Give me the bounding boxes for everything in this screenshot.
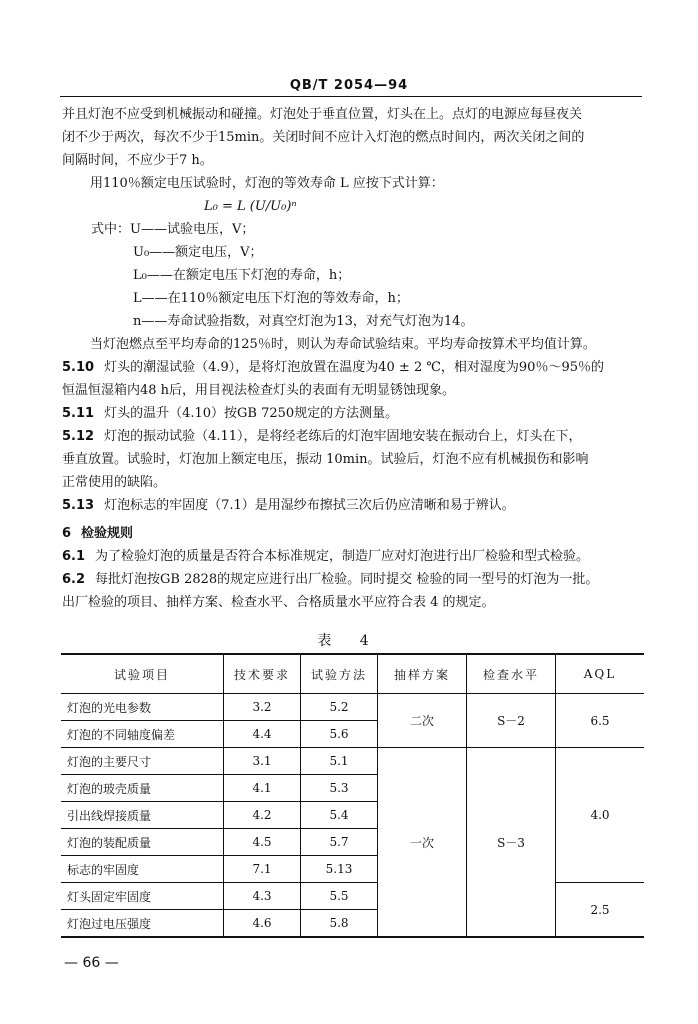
column-header: 试验项目 [61, 654, 224, 694]
cell-item: 引出线焊接质量 [61, 802, 224, 829]
column-header: 技术要求 [224, 654, 301, 694]
formula-legend: L₀——在额定电压下灯泡的寿命，h； [133, 268, 351, 283]
cell-method: 5.7 [301, 829, 378, 856]
clause-text: 每批灯泡按GB 2828的规定应进行出厂检验。同时提交 检验的同一型号的灯泡为一批。 [95, 572, 599, 587]
cell-item: 标志的牢固度 [61, 856, 224, 883]
paragraph-line: 正常使用的缺陷。 [62, 475, 167, 490]
column-header: 抽样方案 [378, 654, 467, 694]
cell-requirement: 3.1 [224, 748, 301, 775]
cell-item: 灯头固定牢固度 [61, 883, 224, 910]
formula: L₀ = L (U/U₀)ⁿ [204, 199, 297, 214]
cell-requirement: 4.3 [224, 883, 301, 910]
page-number: — 66 — [64, 955, 119, 971]
cell-aql: 4.0 [556, 748, 645, 883]
table-title: 表 4 [317, 633, 381, 649]
clause-text: 灯头的潮湿试验（4.9），是将灯泡放置在温度为40 ± 2 ℃，相对湿度为90％～95％的 [104, 360, 604, 375]
paragraph-line: 闭不少于两次，每次不少于15min。关闭时间不应计入灯泡的燃点时间内，两次关闭之间的 [62, 130, 585, 145]
cell-requirement: 4.5 [224, 829, 301, 856]
column-header: 试验方法 [301, 654, 378, 694]
clause-5-10 [62, 357, 642, 379]
table-header-row [61, 654, 644, 694]
cell-requirement: 4.1 [224, 775, 301, 802]
clause-5-11 [62, 403, 642, 425]
clause-5-12 [62, 426, 642, 448]
cell-requirement: 4.2 [224, 802, 301, 829]
cell-requirement: 7.1 [224, 856, 301, 883]
column-header: 检查水平 [467, 654, 556, 694]
cell-method: 5.8 [301, 910, 378, 938]
table-row [61, 883, 644, 910]
cell-inspection-level: S－2 [467, 694, 556, 748]
paragraph-line: 恒温恒湿箱内48 h后，用目视法检查灯头的表面有无明显锈蚀现象。 [62, 383, 456, 398]
cell-sampling-plan: 一次 [378, 748, 467, 938]
clause-text: 灯头的温升（4.10）按GB 7250规定的方法测量。 [104, 406, 399, 421]
cell-method: 5.4 [301, 802, 378, 829]
cell-item: 灯泡的光电参数 [61, 694, 224, 721]
formula-legend: L——在110％额定电压下灯泡的等效寿命，h； [133, 291, 409, 306]
clause-number: 5.12 [62, 429, 95, 444]
clause-number: 5.10 [62, 360, 95, 375]
formula-legend: 式中：U——试验电压，V； [91, 222, 255, 237]
paragraph-line: 并且灯泡不应受到机械振动和碰撞。灯泡处于垂直位置，灯头在上。点灯的电源应每昼夜关 [62, 107, 583, 122]
clause-text: 灯泡标志的牢固度（7.1）是用湿纱布擦拭三次后仍应清晰和易于辨认。 [104, 498, 515, 513]
clause-5-13 [62, 495, 642, 517]
clause-6-1 [62, 546, 642, 568]
cell-requirement: 3.2 [224, 694, 301, 721]
clause-number: 5.13 [62, 498, 95, 513]
paragraph-line: 用110％额定电压试验时，灯泡的等效寿命 L 应按下式计算： [90, 176, 444, 191]
document-header: QB/T 2054—94 [289, 78, 409, 93]
cell-method: 5.13 [301, 856, 378, 883]
table-row [61, 694, 644, 721]
section-title: 检验规则 [81, 526, 134, 541]
cell-item: 灯泡的玻壳质量 [61, 775, 224, 802]
paragraph-line: 垂直放置。试验时，灯泡加上额定电压，振动 10min。试验后，灯泡不应有机械损伤和影响 [62, 452, 589, 467]
cell-method: 5.6 [301, 721, 378, 748]
clause-text: 为了检验灯泡的质量是否符合本标准规定，制造厂应对灯泡进行出厂检验和型式检验。 [95, 549, 590, 564]
formula-legend: n——寿命试验指数，对真空灯泡为13，对充气灯泡为14。 [133, 314, 474, 329]
cell-sampling-plan: 二次 [378, 694, 467, 748]
cell-method: 5.1 [301, 748, 378, 775]
clause-number: 6.1 [62, 549, 86, 564]
section-6-heading [62, 523, 642, 545]
cell-item: 灯泡的不同轴度偏差 [61, 721, 224, 748]
paragraph-line: 间隔时间，不应少于7 h。 [62, 153, 213, 168]
table-row [61, 748, 644, 775]
cell-method: 5.2 [301, 694, 378, 721]
cell-aql: 6.5 [556, 694, 645, 748]
table-4 [61, 653, 644, 938]
section-number: 6 [62, 526, 72, 541]
formula-legend: U₀——额定电压，V； [133, 245, 263, 260]
cell-method: 5.3 [301, 775, 378, 802]
cell-item: 灯泡的装配质量 [61, 829, 224, 856]
header-rule [60, 96, 642, 97]
paragraph-line: 当灯泡燃点至平均寿命的125％时，则认为寿命试验结束。平均寿命按算术平均值计算。 [90, 337, 596, 352]
cell-inspection-level: S－3 [467, 748, 556, 938]
clause-6-2 [62, 569, 642, 591]
clause-number: 6.2 [62, 572, 86, 587]
column-header: AQL [556, 654, 645, 694]
cell-requirement: 4.6 [224, 910, 301, 938]
paragraph-line: 出厂检验的项目、抽样方案、检查水平、合格质量水平应符合表 4 的规定。 [62, 595, 495, 610]
cell-aql: 2.5 [556, 883, 645, 938]
cell-item: 灯泡过电压强度 [61, 910, 224, 938]
cell-method: 5.5 [301, 883, 378, 910]
cell-item: 灯泡的主要尺寸 [61, 748, 224, 775]
clause-number: 5.11 [62, 406, 95, 421]
cell-requirement: 4.4 [224, 721, 301, 748]
clause-text: 灯泡的振动试验（4.11），是将经老练后的灯泡牢固地安装在振动台上，灯头在下， [104, 429, 582, 444]
